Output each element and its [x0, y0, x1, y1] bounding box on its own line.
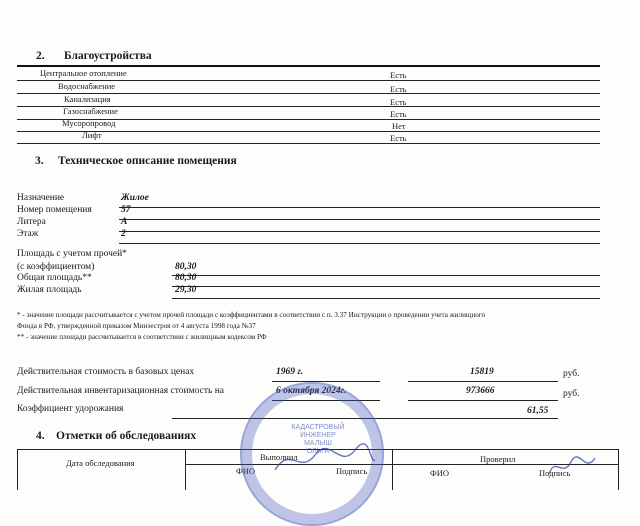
field-value: 2 — [121, 229, 126, 239]
field-rule — [119, 219, 600, 220]
cost-rule — [408, 400, 558, 401]
amenity-label: Газоснабжение — [63, 106, 118, 116]
stamp-line: КАДАСТРОВЫЙ — [291, 424, 345, 431]
amenity-value: Есть — [390, 133, 407, 143]
section3-title: Техническое описание помещения — [58, 155, 237, 167]
col-separator — [392, 450, 393, 490]
field-value: 57 — [121, 205, 131, 215]
col-separator — [185, 450, 186, 490]
col-fio-2: ФИО — [430, 468, 449, 478]
amenity-value: Есть — [390, 109, 407, 119]
stamp-line: ОЛЬГА — [306, 448, 330, 455]
area-other-label-1: Площадь с учетом прочей* — [17, 249, 127, 259]
field-label: Этаж — [17, 229, 39, 239]
section4-title: Отметки об обследованиях — [56, 430, 197, 442]
footnote-1-line-1: * - значение площади рассчитывается с учетом прочей площади с коэффициентами в соответствии с п. 3.37 Инструкции о проведении учета жилищного — [17, 311, 486, 319]
amenity-value: Нет — [392, 121, 406, 131]
field-value: Жилое — [121, 193, 149, 203]
amenity-value: Есть — [390, 97, 407, 107]
col-sign-1: Подпись — [336, 466, 368, 476]
field-rule — [119, 231, 600, 232]
cost-rule — [272, 381, 380, 382]
col-checked: Проверил — [480, 454, 516, 464]
area-living-label: Жилая площадь — [17, 285, 82, 295]
row-rule — [17, 131, 600, 132]
area-other-value: 80,30 — [175, 262, 197, 272]
section4-number: 4. — [36, 430, 45, 442]
inv-cost-unit: руб. — [563, 389, 580, 399]
coef-value: 61,55 — [527, 406, 549, 416]
row-rule — [17, 143, 600, 144]
footnote-2: ** - значение площади рассчитывается в соответствии с жилищным кодексом РФ — [17, 333, 267, 341]
signature-2 — [545, 452, 605, 480]
section3-number: 3. — [35, 155, 44, 167]
amenity-label: Мусоропровод — [62, 118, 116, 128]
area-other-label-2: (с коэффициентом) — [17, 262, 95, 272]
stamp-line: МАЛЫШ — [304, 440, 332, 447]
field-value: А — [121, 217, 128, 227]
col-done: Выполнил — [260, 452, 298, 462]
cost-rule — [408, 381, 558, 382]
area-total-label: Общая площадь** — [17, 273, 92, 283]
field-rule — [119, 207, 600, 208]
area-living-value: 29,30 — [175, 285, 197, 295]
field-label: Назначение — [17, 193, 65, 203]
footnote-1-line-2: Фонда в РФ, утвержденной приказом Минэестроя от 4 августа 1998 года №37 — [17, 322, 256, 330]
amenity-label: Центральное отопление — [40, 68, 127, 78]
section2-number: 2. — [36, 50, 45, 62]
amenity-value: Есть — [390, 70, 407, 80]
amenity-label: Лифт — [82, 130, 102, 140]
section2-top-rule — [17, 65, 600, 67]
inv-cost-label: Действительная инвентаризационная стоимость на — [17, 386, 225, 396]
col-fio-1: ФИО — [236, 466, 255, 476]
section2-title: Благоустройства — [64, 50, 152, 62]
amenity-label: Водоснабжение — [58, 81, 116, 91]
inv-cost-date: 6 октября 2024г. — [276, 386, 347, 396]
amenity-value: Есть — [390, 84, 407, 94]
amenity-label: Канализация — [64, 94, 111, 104]
area-rule — [172, 286, 600, 287]
base-cost-label: Действительная стоимость в базовых ценах — [17, 367, 195, 377]
field-rule — [119, 243, 600, 244]
stamp-line: ИНЖЕНЕР — [300, 432, 336, 439]
area-rule — [172, 298, 600, 299]
base-cost-value: 15819 — [470, 367, 494, 377]
area-rule — [172, 275, 600, 276]
signature-1 — [270, 440, 380, 480]
col-date: Дата обследования — [66, 458, 135, 468]
area-total-value: 80,30 — [175, 273, 197, 283]
inv-cost-value: 973666 — [466, 386, 495, 396]
field-label: Номер помещения — [17, 205, 92, 215]
col-sign-2: Подпись — [539, 468, 571, 478]
field-label: Литера — [17, 217, 46, 227]
base-cost-year: 1969 г. — [276, 367, 304, 377]
coef-label: Коэффициент удорожания — [17, 404, 124, 414]
base-cost-unit: руб. — [563, 369, 580, 379]
